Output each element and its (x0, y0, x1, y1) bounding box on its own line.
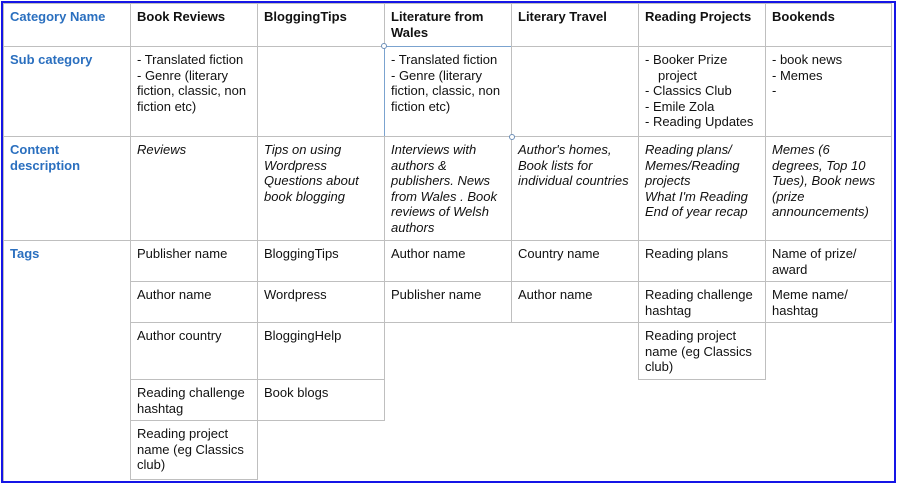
tag-cell[interactable]: Reading project name (eg Classics club) (638, 322, 766, 380)
tags-column-left-border (3, 281, 4, 481)
sub-category-bookends[interactable] (765, 46, 892, 137)
sub-category-item: - Emile Zola (645, 98, 715, 114)
tag-cell[interactable]: Reading challenge hashtag (130, 379, 258, 421)
sub-category-item: - Booker Prize project (645, 52, 728, 83)
content-description-literary-travel[interactable]: Author's homes, Book lists for individual countries (511, 136, 639, 241)
content-description-literature-from-wales[interactable]: Interviews with authors & publishers. News from Wales . Book reviews of Welsh authors (384, 136, 512, 241)
tag-cell[interactable]: Reading challenge hashtag (638, 281, 766, 323)
tag-cell[interactable]: Publisher name (384, 281, 512, 323)
row-header-tags[interactable]: Tags (3, 240, 131, 282)
selection-handle-top-left[interactable] (381, 43, 387, 49)
tag-cell[interactable]: Author name (130, 281, 258, 323)
column-header-book-reviews[interactable]: Book Reviews (130, 3, 258, 47)
sub-category-reading-projects[interactable] (638, 46, 766, 137)
tag-cell[interactable]: Reading plans (638, 240, 766, 282)
tag-cell[interactable]: Author country (130, 322, 258, 380)
sub-category-item: - (772, 83, 777, 98)
column-header-literary-travel[interactable]: Literary Travel (511, 3, 639, 47)
sub-category-literary-travel[interactable] (511, 46, 639, 137)
tag-cell[interactable]: Wordpress (257, 281, 385, 323)
row-header-content-description[interactable]: Content description (3, 136, 131, 241)
selection-handle-bottom-right[interactable] (509, 134, 515, 140)
sub-category-item: - Classics Club (645, 83, 732, 98)
sub-category-item: - book news (772, 52, 843, 67)
tag-cell[interactable]: BloggingTips (257, 240, 385, 282)
sub-category-book-reviews[interactable] (130, 46, 258, 137)
tag-cell[interactable]: Reading project name (eg Classics club) (130, 420, 258, 480)
sub-category-item: - Reading Updates (645, 114, 754, 129)
row-header-sub-category[interactable]: Sub category (3, 46, 131, 137)
tag-cell[interactable]: Book blogs (257, 379, 385, 421)
content-description-reading-projects[interactable]: Reading plans/ Memes/Reading projects What I'm Reading End of year recap (638, 136, 766, 241)
content-description-blogging-tips[interactable]: Tips on using Wordpress Questions about book blogging (257, 136, 385, 241)
content-description-bookends[interactable]: Memes (6 degrees, Top 10 Tues), Book news (prize announcements) (765, 136, 892, 241)
category-name-header[interactable]: Category Name (3, 3, 131, 47)
tag-cell[interactable]: BloggingHelp (257, 322, 385, 380)
table-frame (1, 1, 896, 483)
column-header-blogging-tips[interactable]: BloggingTips (257, 3, 385, 47)
tag-cell[interactable]: Meme name/ hashtag (765, 281, 892, 323)
column-header-literature-from-wales[interactable]: Literature from Wales (384, 3, 512, 47)
content-description-book-reviews[interactable]: Reviews (130, 136, 258, 241)
sub-category-item: - Memes (772, 67, 823, 83)
tag-cell[interactable]: Name of prize/ award (765, 240, 892, 282)
sub-category-item: - Translated fiction (137, 52, 244, 67)
tag-cell[interactable]: Author name (511, 281, 639, 323)
column-header-reading-projects[interactable]: Reading Projects (638, 3, 766, 47)
sub-category-item: - Genre (literary fiction, classic, non fiction etc) (391, 67, 504, 114)
sub-category-blogging-tips[interactable] (257, 46, 385, 137)
tag-cell[interactable]: Country name (511, 240, 639, 282)
sub-category-item: - Translated fiction (391, 52, 498, 67)
tag-cell[interactable]: Author name (384, 240, 512, 282)
sub-category-literature-from-wales[interactable] (384, 46, 512, 137)
column-header-bookends[interactable]: Bookends (765, 3, 892, 47)
sub-category-item: - Genre (literary fiction, classic, non fiction etc) (137, 67, 250, 114)
tag-cell[interactable]: Publisher name (130, 240, 258, 282)
